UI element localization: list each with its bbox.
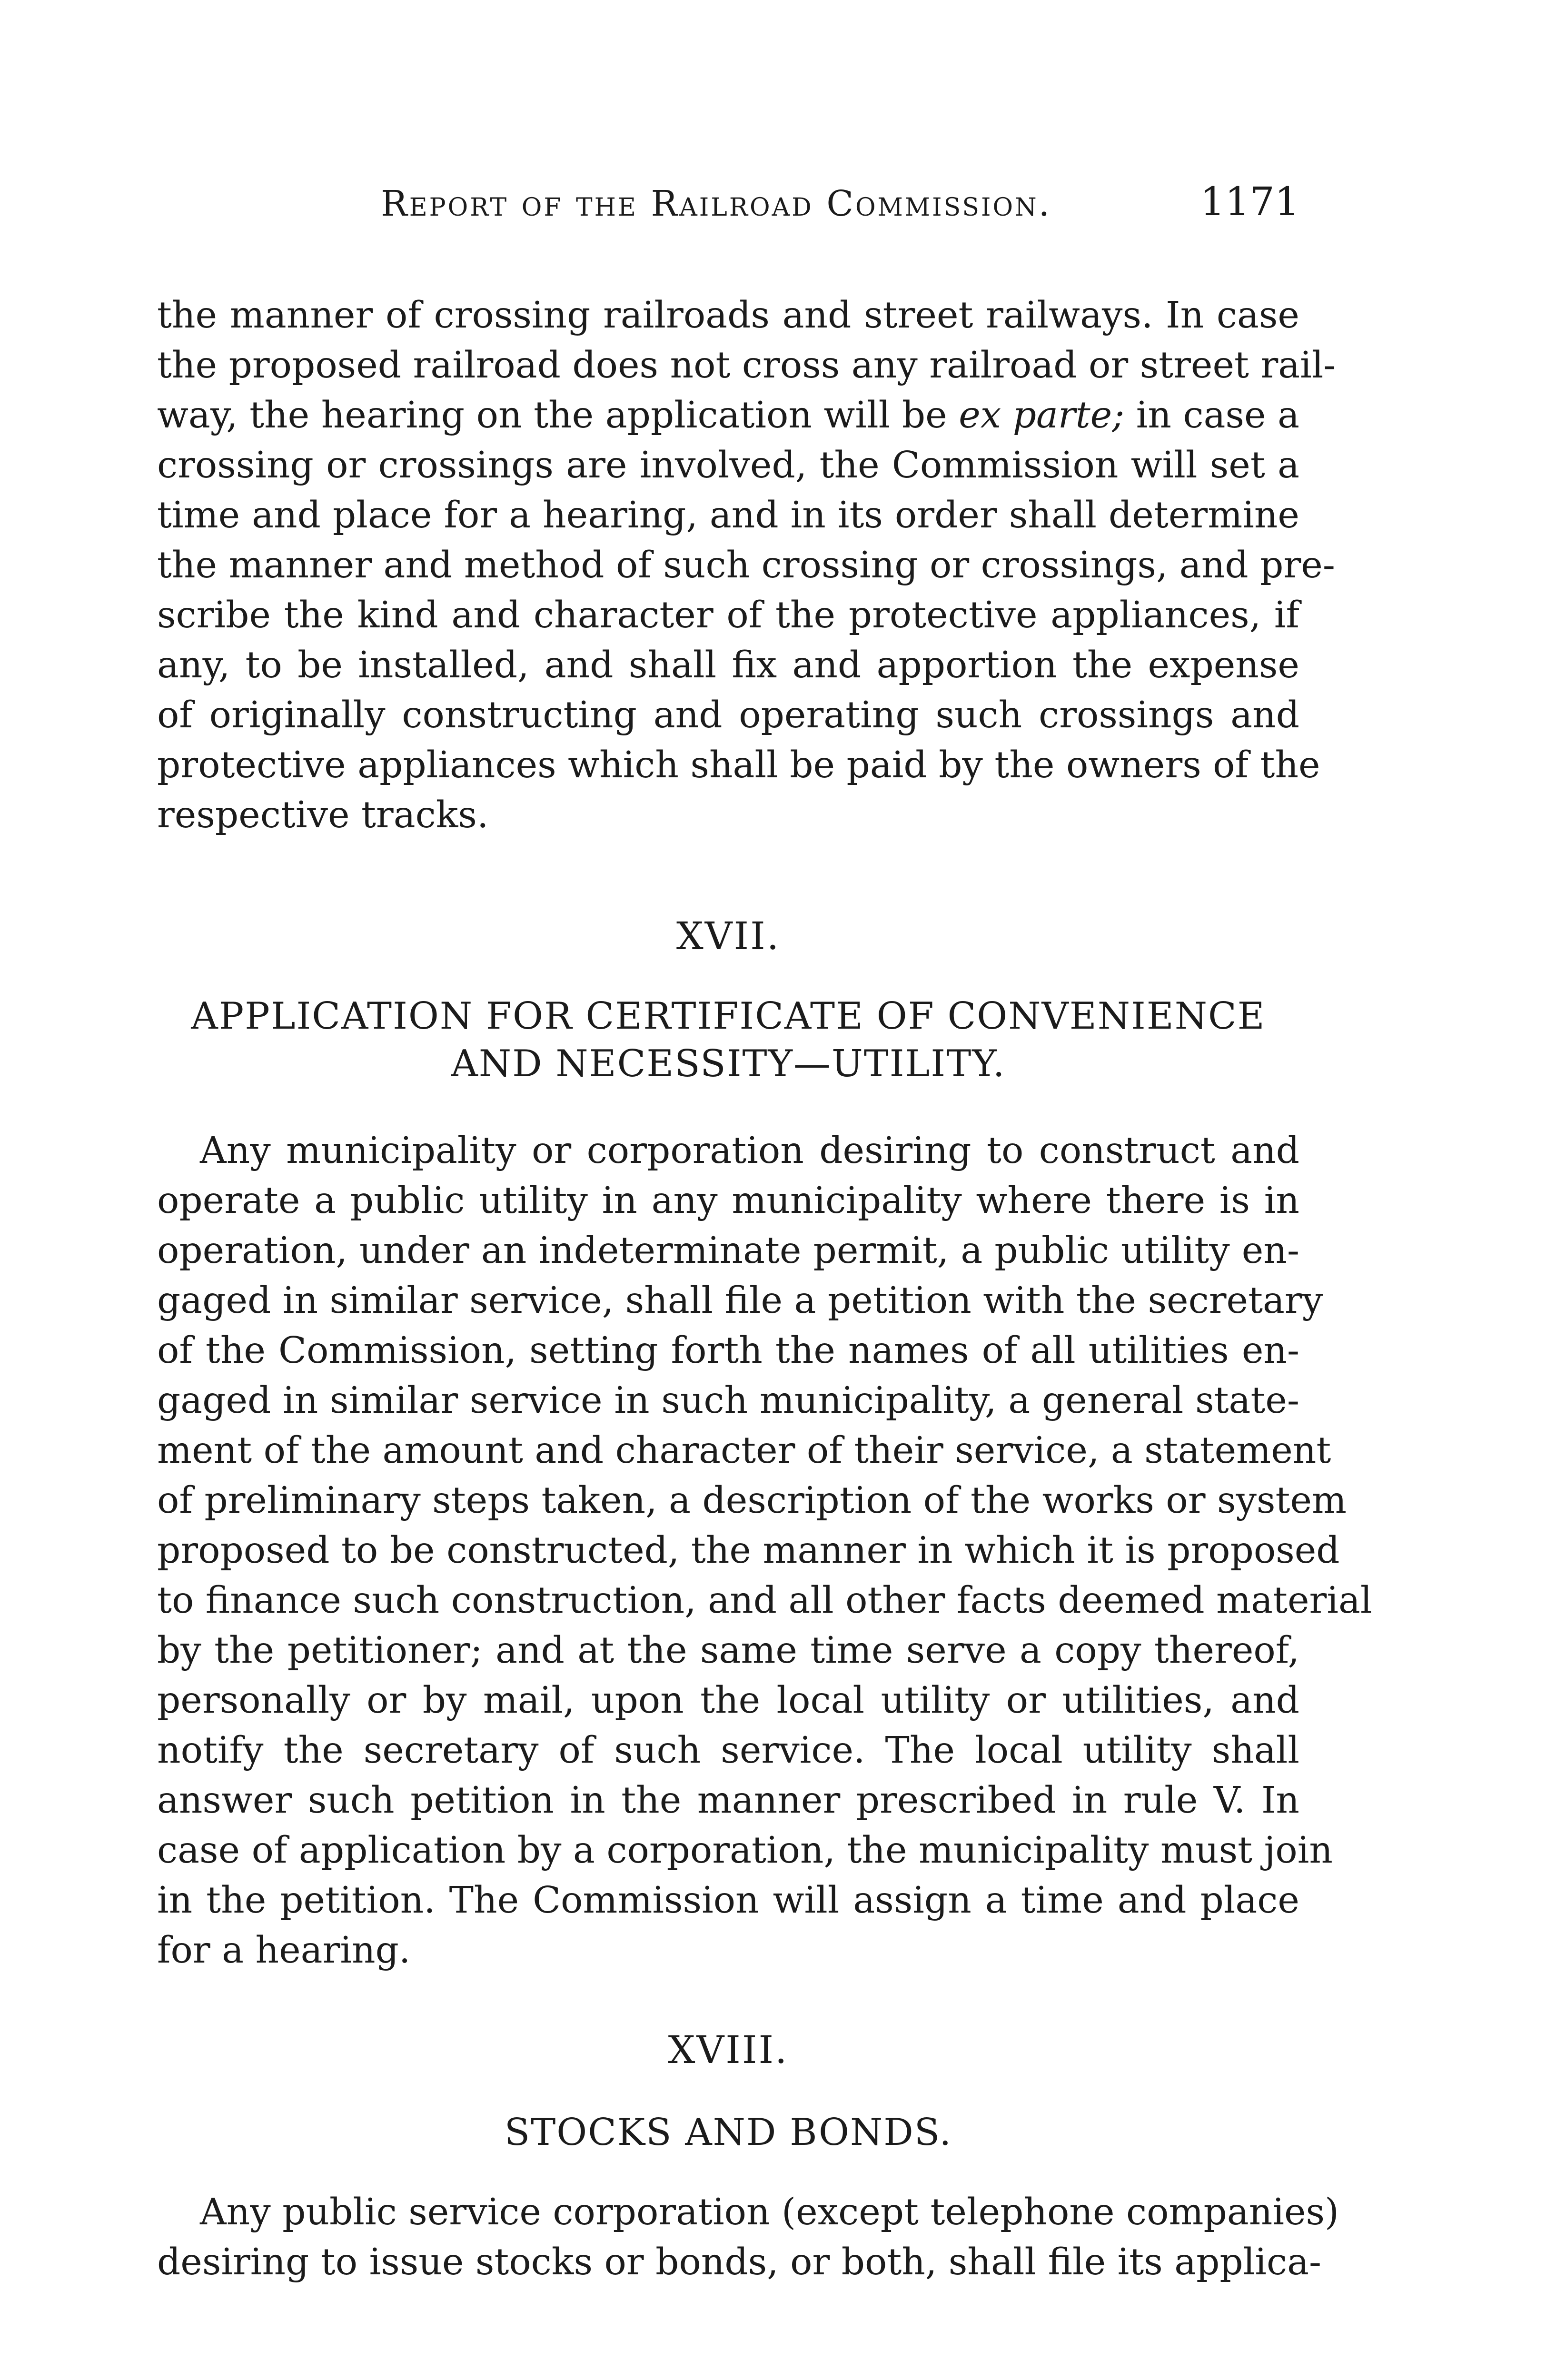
text-line: proposed to be constructed, the manner in which it is proposed bbox=[157, 1529, 1340, 1572]
text-line: Any public service corporation (except telephone companies) bbox=[200, 2191, 1339, 2233]
line-text: in case a bbox=[1124, 394, 1299, 436]
text-line: for a hearing. bbox=[157, 1929, 411, 1972]
line-text: way, the hearing on the application will be bbox=[157, 394, 959, 436]
text-line: personally or by mail, upon the local utility or utilities, and bbox=[157, 1679, 1299, 1722]
text-line: Any municipality or corporation desiring to construct and bbox=[200, 1130, 1299, 1172]
text-line: case of application by a corporation, the municipality must join bbox=[157, 1829, 1333, 1872]
text-line: desiring to issue stocks or bonds, or both, shall file its applica- bbox=[157, 2241, 1321, 2283]
text-line: the proposed railroad does not cross any railroad or street rail- bbox=[157, 344, 1336, 387]
text-line: of preliminary steps taken, a description of the works or system bbox=[157, 1479, 1347, 1522]
text-line: in the petition. The Commission will assign a time and place bbox=[157, 1879, 1299, 1922]
text-line: gaged in similar service in such municipality, a general state- bbox=[157, 1379, 1299, 1422]
section-title-xviii bbox=[157, 2109, 1299, 2156]
text-line-with-italic bbox=[157, 390, 1299, 440]
running-header bbox=[157, 179, 1299, 240]
text-line: scribe the kind and character of the protective appliances, if bbox=[157, 594, 1299, 636]
text-line: time and place for a hearing, and in its order shall determine bbox=[157, 494, 1299, 536]
text-line: crossing or crossings are involved, the Commission will set a bbox=[157, 444, 1299, 486]
section-number-xviii: XVIII. bbox=[668, 2028, 789, 2072]
text-line: by the petitioner; and at the same time serve a copy thereof, bbox=[157, 1629, 1299, 1672]
text-line: protective appliances which shall be paid by the owners of the bbox=[157, 744, 1320, 786]
text-line: operation, under an indeterminate permit, a public utility en- bbox=[157, 1230, 1299, 1272]
text-line: gaged in similar service, shall file a petition with the secretary bbox=[157, 1279, 1323, 1322]
text-line: operate a public utility in any municipality where there is in bbox=[157, 1180, 1299, 1222]
text-line: ment of the amount and character of their service, a statement bbox=[157, 1429, 1331, 1472]
text-line: notify the secretary of such service. The local utility shall bbox=[157, 1729, 1299, 1772]
text-line: to finance such construction, and all other facts deemed material bbox=[157, 1579, 1372, 1622]
continued-paragraph bbox=[157, 290, 1336, 840]
text-line: answer such petition in the manner prescribed in rule V. In bbox=[157, 1779, 1299, 1822]
section-title-line: AND NECESSITY—UTILITY. bbox=[451, 1042, 1006, 1085]
section-title-xvii bbox=[157, 992, 1299, 1088]
page-number: 1171 bbox=[1200, 179, 1299, 225]
italic-phrase: ex parte; bbox=[959, 394, 1125, 436]
text-line: any, to be installed, and shall fix and apportion the expense bbox=[157, 644, 1299, 686]
section-number-xvii: XVII. bbox=[676, 914, 781, 958]
section-title-line: APPLICATION FOR CERTIFICATE OF CONVENIENCE bbox=[191, 995, 1266, 1038]
section-xviii-paragraph bbox=[157, 2187, 1339, 2287]
text-line: the manner and method of such crossing or crossings, and pre- bbox=[157, 544, 1335, 586]
text-line: the manner of crossing railroads and street railways. In case bbox=[157, 294, 1299, 337]
section-xvii-paragraph bbox=[157, 1126, 1372, 1975]
text-line: of originally constructing and operating such crossings and bbox=[157, 694, 1299, 736]
running-title: Report of the Railroad Commission. bbox=[381, 183, 1052, 224]
text-line: of the Commission, setting forth the names of all utilities en- bbox=[157, 1329, 1299, 1372]
text-line: respective tracks. bbox=[157, 794, 489, 836]
section-title-line: STOCKS AND BONDS. bbox=[504, 2111, 952, 2154]
